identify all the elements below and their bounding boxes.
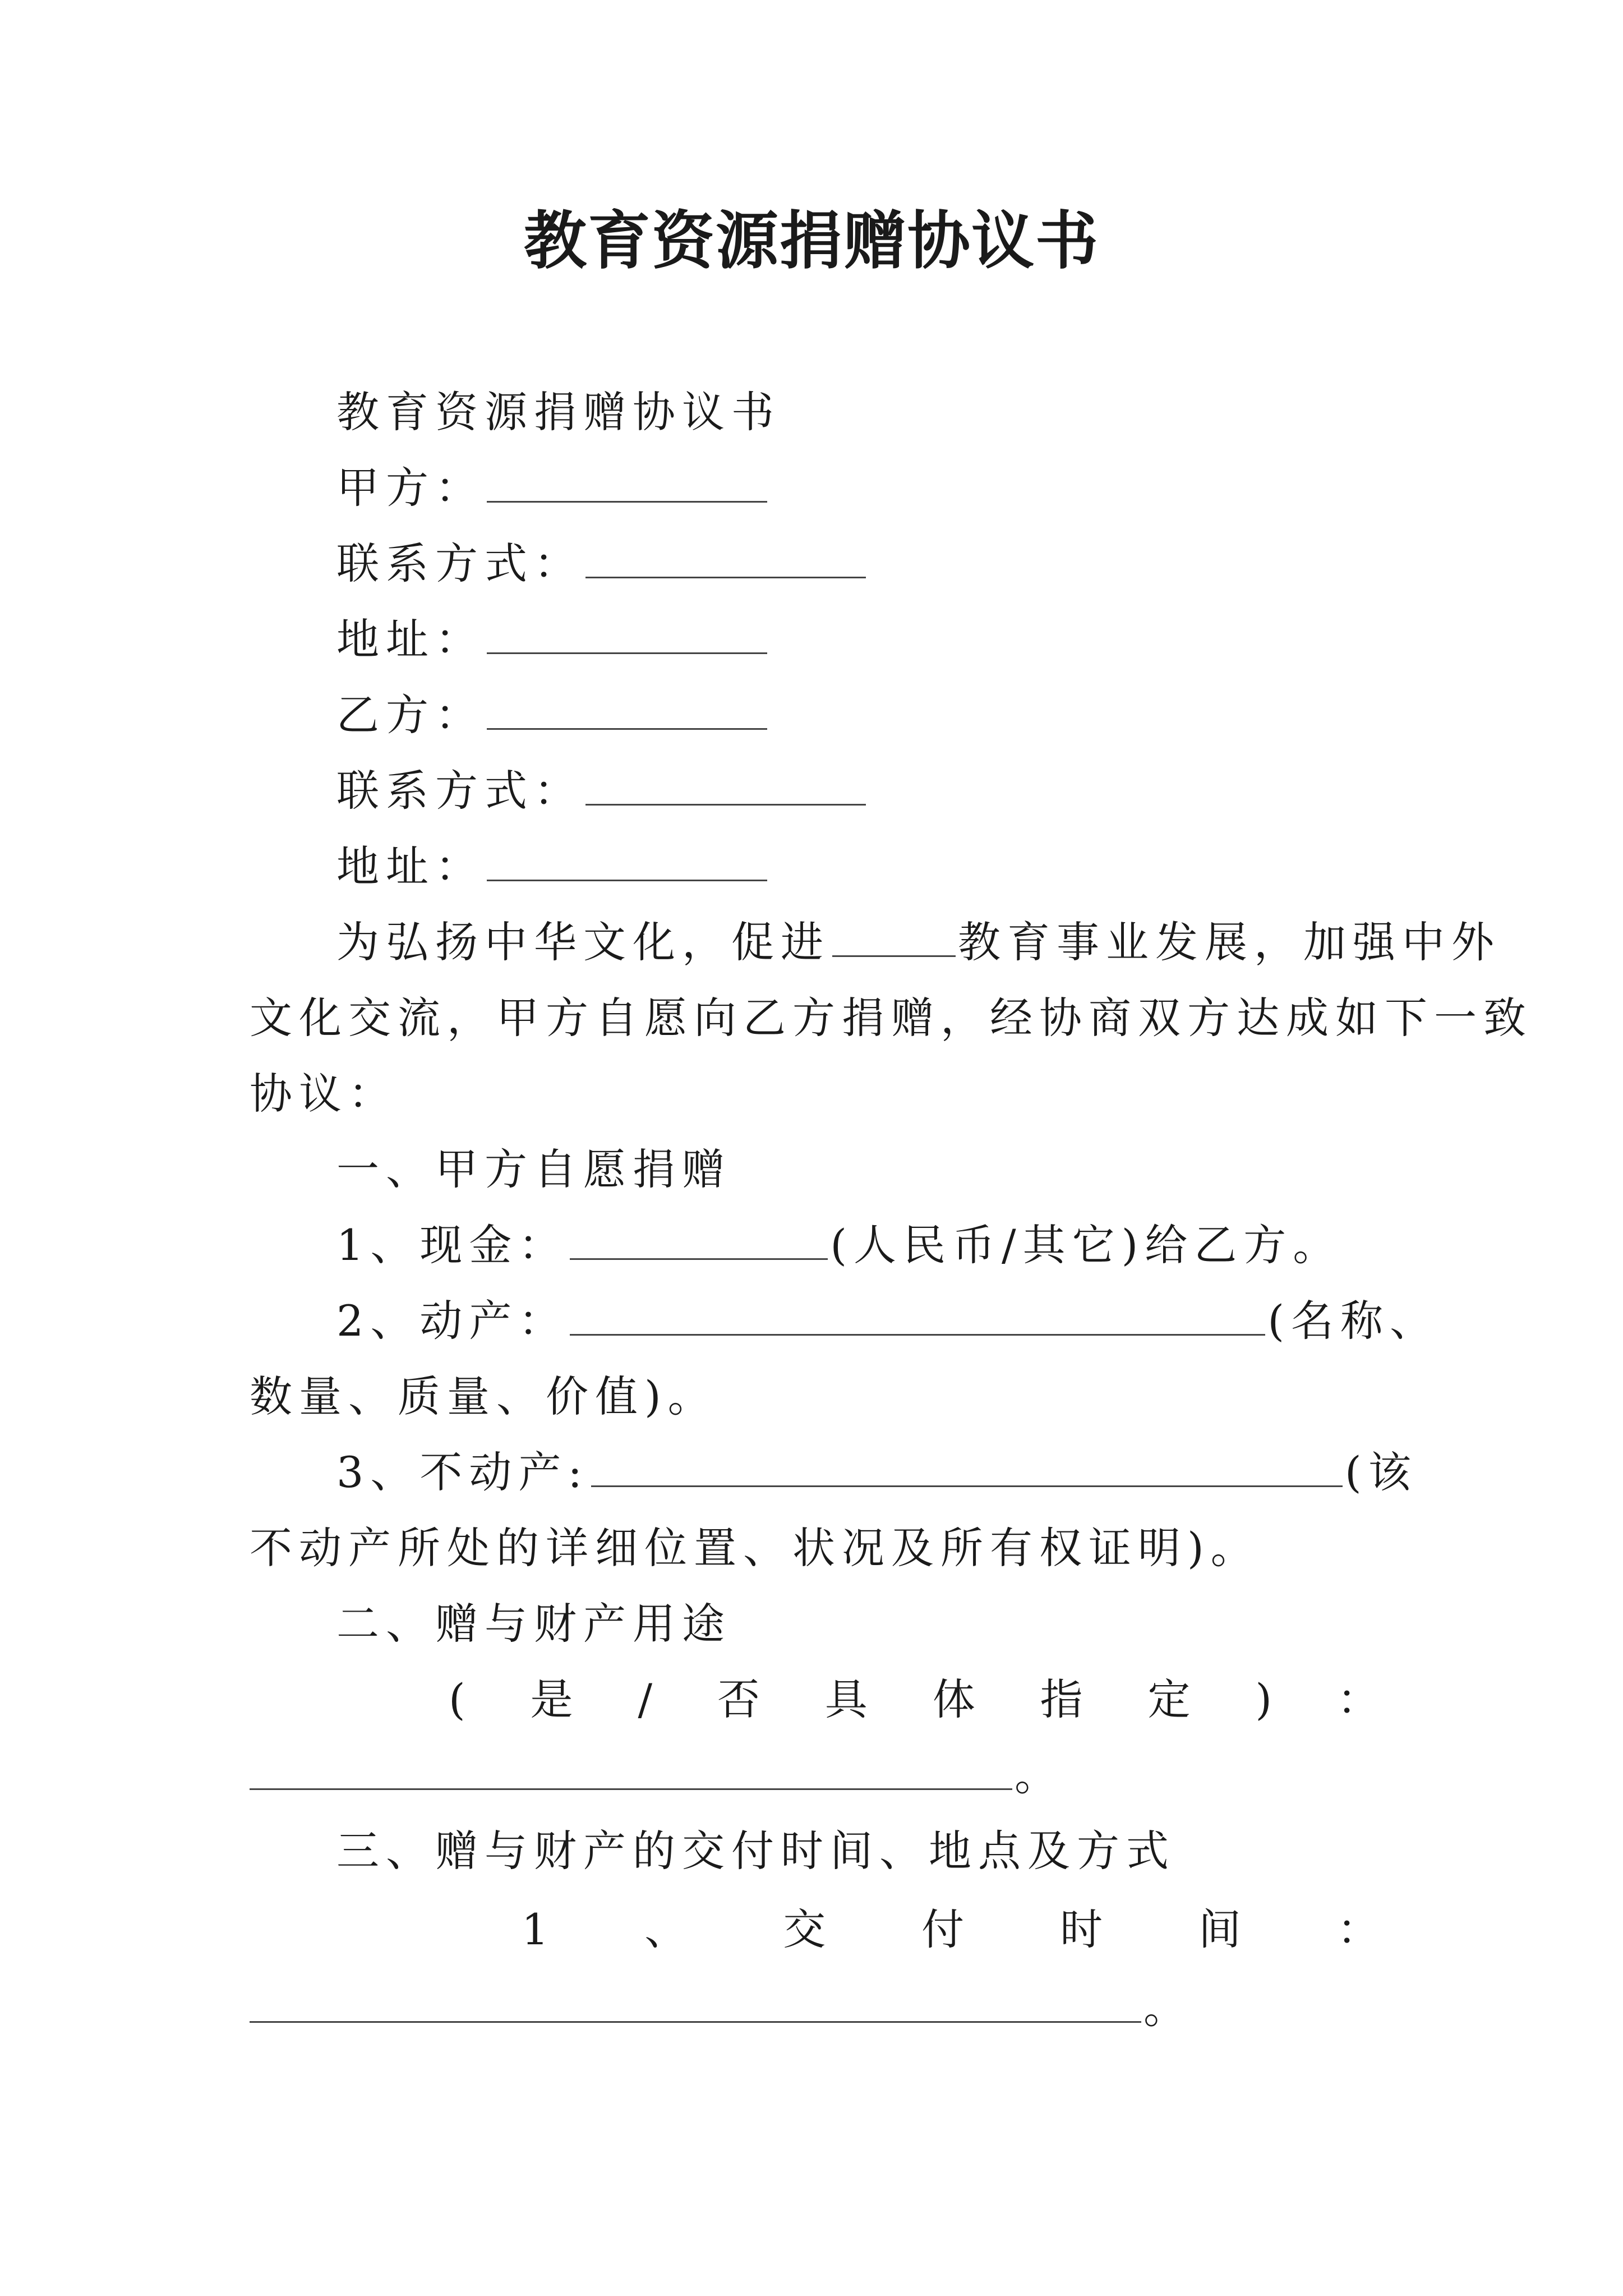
section2-char: 定: [1147, 1674, 1191, 1724]
delivery-time-line: [522, 1899, 1380, 1961]
delivery-char: 、: [644, 1904, 688, 1954]
item1-label: 1、现金：: [336, 1220, 568, 1270]
delivery-char: ：: [1336, 1904, 1380, 1954]
section2-char: (: [449, 1674, 465, 1724]
section2-char: 是: [530, 1674, 573, 1724]
document-subtitle: 教育资源捐赠协议书: [336, 387, 781, 437]
party-b-label: 乙方：: [336, 690, 485, 740]
section2-char: 指: [1040, 1674, 1083, 1724]
delivery-char: 付: [921, 1904, 965, 1954]
document-title: 教育资源捐赠协议书: [524, 204, 1099, 278]
item2-label: 2、动产：: [336, 1296, 568, 1346]
party-a-address-field: [336, 609, 1402, 670]
section2-char: ): [1255, 1674, 1272, 1724]
party-b-contact-field: [336, 760, 1402, 822]
item2-blank[interactable]: [570, 1295, 1265, 1336]
item2-movable: [336, 1290, 1440, 1352]
delivery-char: 交: [783, 1904, 826, 1954]
section2-char: 否: [717, 1674, 760, 1724]
section2-purpose-line: [250, 1745, 1399, 1806]
party-b-address-blank[interactable]: [487, 840, 767, 881]
item1-suffix: (人民币/其它)给乙方。: [830, 1220, 1343, 1270]
party-a-contact-blank[interactable]: [585, 537, 866, 578]
section2-end: 。: [1015, 1750, 1064, 1800]
party-b-blank[interactable]: [487, 689, 767, 730]
delivery-end: 。: [1144, 1983, 1193, 2033]
intro-line-1: [336, 912, 1501, 973]
intro-part-2: 教育事业发展，加强中外: [958, 917, 1501, 967]
item3-line-2: 不动产所处的详细位置、状况及所有权证明)。: [250, 1523, 1260, 1573]
section2-char: ：: [1336, 1674, 1380, 1724]
section3-heading: 三、赠与财产的交付时间、地点及方式: [336, 1826, 1175, 1876]
item1-cash: [336, 1214, 1402, 1276]
section2-purpose-blank[interactable]: [250, 1749, 1012, 1790]
delivery-char: 时: [1060, 1904, 1103, 1954]
intro-part-1: 为弘扬中华文化，促进: [336, 917, 830, 967]
intro-line-3: 协议：: [250, 1069, 398, 1119]
party-a-label: 甲方：: [336, 463, 485, 513]
party-a-field: [336, 457, 1402, 519]
party-a-contact-label: 联系方式：: [336, 539, 583, 588]
section1-heading: 一、甲方自愿捐赠: [336, 1144, 731, 1194]
delivery-time-blank-line: [250, 1977, 1399, 2039]
party-a-address-label: 地址：: [336, 614, 485, 664]
delivery-char: 1: [522, 1904, 549, 1954]
item1-blank[interactable]: [570, 1219, 828, 1260]
item2-line-2: 数量、质量、价值)。: [250, 1372, 717, 1421]
item3-label: 3、不动产:: [336, 1447, 589, 1497]
intro-blank[interactable]: [832, 916, 956, 957]
item2-suffix: (名称、: [1267, 1296, 1440, 1346]
party-a-contact-field: [336, 533, 1402, 595]
section2-char: 具: [824, 1674, 868, 1724]
intro-line-2: 文化交流，甲方自愿向乙方捐赠，经协商双方达成如下一致: [250, 993, 1533, 1043]
party-b-contact-blank[interactable]: [585, 765, 866, 806]
item3-blank[interactable]: [591, 1446, 1343, 1487]
party-a-blank[interactable]: [487, 462, 767, 503]
section2-char: 体: [932, 1674, 975, 1724]
item3-immovable: [336, 1442, 1418, 1503]
party-a-address-blank[interactable]: [487, 613, 767, 654]
delivery-time-blank[interactable]: [250, 1982, 1141, 2023]
item3-suffix: (该: [1344, 1447, 1418, 1497]
delivery-char: 间: [1198, 1904, 1242, 1954]
section2-specified-line: [449, 1669, 1380, 1731]
section2-heading: 二、赠与财产用途: [336, 1599, 731, 1649]
party-b-contact-label: 联系方式：: [336, 766, 583, 816]
party-b-field: [336, 684, 1402, 746]
section2-char: /: [638, 1674, 653, 1724]
party-b-address-label: 地址：: [336, 841, 485, 891]
party-b-address-field: [336, 836, 1402, 898]
